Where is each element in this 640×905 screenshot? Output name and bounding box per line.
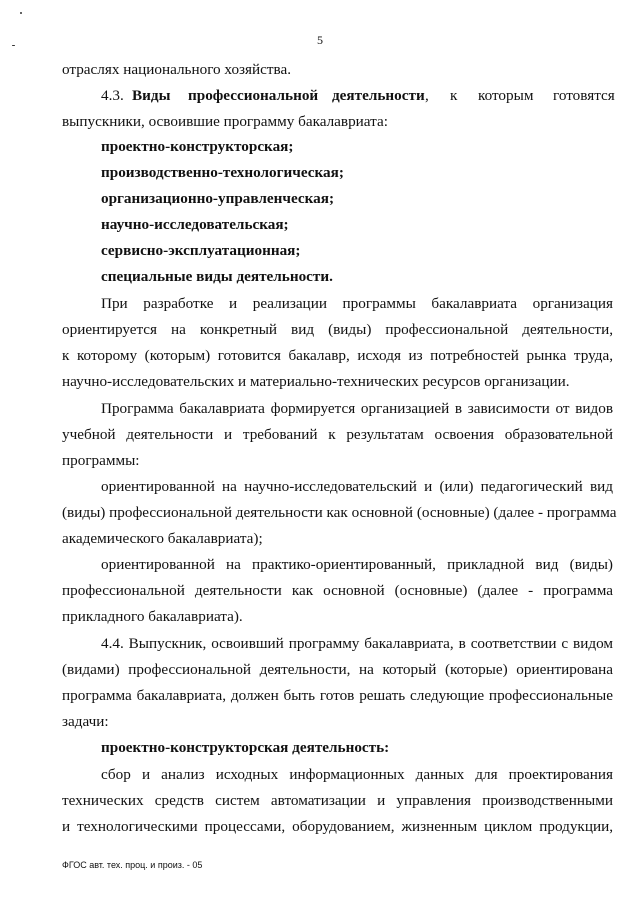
paragraph-line: отраслях национального хозяйства. <box>62 61 292 78</box>
paragraph-line: выпускники, освоившие программу бакалавриата: <box>62 113 388 130</box>
paragraph-line: к которому (которым) готовится бакалавр, исходя из потребностей рынка труда, <box>62 347 613 364</box>
paragraph-line: При разработке и реализации программы бакалавриата организация <box>101 295 613 312</box>
paragraph-line: учебной деятельности и требований к результатам освоения образовательной <box>62 426 613 443</box>
paragraph-line: технических средств систем автоматизации и управления производственными <box>62 792 613 809</box>
paragraph-line: программа бакалавриата, должен быть готов решать следующие профессиональные <box>62 687 613 704</box>
text-word: которым <box>478 87 534 104</box>
paragraph-line: академического бакалавриата); <box>62 530 263 547</box>
paragraph-line: Программа бакалавриата формируется организацией в зависимости от видов <box>101 400 613 417</box>
text-word: готовятся <box>553 87 615 104</box>
scan-speck <box>20 12 22 14</box>
subheading: проектно-конструкторская деятельность: <box>101 739 390 756</box>
activity-type-item: проектно-конструкторская; <box>101 138 294 155</box>
page-footer: ФГОС авт. тех. проц. и произ. - 05 <box>62 860 203 870</box>
paragraph-line: (виды) профессиональной деятельности как основной (основные) (далее - программа <box>62 504 617 521</box>
paragraph-line: 4.4. Выпускник, освоивший программу бакалавриата, в соответствии с видом <box>101 635 613 652</box>
paragraph-line: сбор и анализ исходных информационных данных для проектирования <box>101 766 613 783</box>
paragraph-line: ориентируется на конкретный вид (виды) профессиональной деятельности, <box>62 321 613 338</box>
text-word: , <box>425 87 429 104</box>
paragraph-line: ориентированной на научно-исследовательский и (или) педагогический вид <box>101 478 613 495</box>
section-title-word: Виды <box>132 87 171 104</box>
paragraph-line: прикладного бакалавриата). <box>62 608 243 625</box>
paragraph-line: и технологическими процессами, оборудованием, жизненным циклом продукции, <box>62 818 613 835</box>
section-title-word: профессиональной <box>188 87 319 104</box>
activity-type-item: специальные виды деятельности. <box>101 268 333 285</box>
paragraph-line: ориентированной на практико-ориентированный, прикладной вид (виды) <box>101 556 613 573</box>
activity-type-item: научно-исследовательская; <box>101 216 289 233</box>
paragraph-line: задачи: <box>62 713 109 730</box>
paragraph-line: программы: <box>62 452 140 469</box>
activity-type-item: производственно-технологическая; <box>101 164 344 181</box>
section-number: 4.3. <box>101 87 124 104</box>
paragraph-line: профессиональной деятельности как основной (основные) (далее - программа <box>62 582 613 599</box>
section-4-3-line <box>0 87 640 105</box>
paragraph-line: (видами) профессиональной деятельности, на который (которые) ориентирована <box>62 661 613 678</box>
activity-type-item: сервисно-эксплуатационная; <box>101 242 301 259</box>
section-title-word: деятельности <box>332 87 425 104</box>
paragraph-line: научно-исследовательских и материально-технических ресурсов организации. <box>62 373 570 390</box>
page-number: 5 <box>317 33 323 47</box>
text-word: к <box>450 87 458 104</box>
activity-type-item: организационно-управленческая; <box>101 190 334 207</box>
